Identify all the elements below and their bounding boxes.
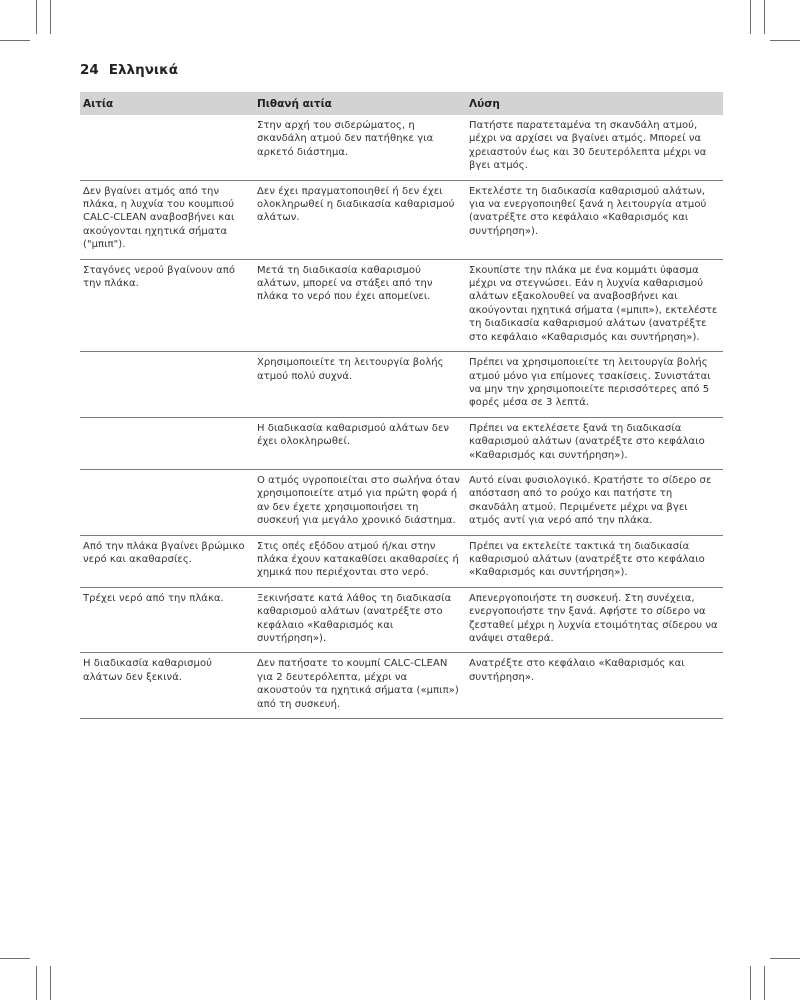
- cause-cell: [80, 469, 254, 535]
- table-row: [80, 587, 723, 653]
- crop-mark: [770, 958, 800, 959]
- page-number: 24: [80, 62, 99, 78]
- crop-mark: [764, 966, 765, 1000]
- solution-cell: Ανατρέξτε στο κεφάλαιο «Καθαρισμός και συντήρηση».: [466, 653, 723, 719]
- crop-mark: [0, 40, 30, 41]
- possible-cause-cell: Ο ατμός υγροποιείται στο σωλήνα όταν χρησιμοποιείτε ατμό για πρώτη φορά ή αν δεν έχετε χρησιμοποιήσει τη συσκευή για μεγάλο χρονικό διάστημα.: [254, 469, 466, 535]
- possible-cause-cell: Δεν έχει πραγματοποιηθεί ή δεν έχει ολοκληρωθεί η διαδικασία καθαρισμού αλάτων.: [254, 180, 466, 259]
- table-row: [80, 653, 723, 719]
- page-language: Ελληνικά: [108, 62, 179, 78]
- table-row: [80, 417, 723, 469]
- table-row: [80, 352, 723, 418]
- header-possible-cause: Πιθανή αιτία: [254, 92, 466, 115]
- possible-cause-cell: Μετά τη διαδικασία καθαρισμού αλάτων, μπορεί να στάξει από την πλάκα το νερό που έχει απομείνει.: [254, 259, 466, 351]
- cause-cell: Από την πλάκα βγαίνει βρώμικο νερό και ακαθαρσίες.: [80, 535, 254, 587]
- header-cause: Αιτία: [80, 92, 254, 115]
- crop-mark: [36, 0, 37, 34]
- table-header-row: [80, 92, 723, 115]
- cause-cell: Τρέχει νερό από την πλάκα.: [80, 587, 254, 653]
- crop-mark: [764, 0, 765, 34]
- cause-cell: [80, 115, 254, 180]
- solution-cell: Απενεργοποιήστε τη συσκευή. Στη συνέχεια, ενεργοποιήστε την ξανά. Αφήστε το σίδερο να ζεσταθεί μέχρι η λυχνία ετοιμότητας σίδερου να ανάψει σταθερά.: [466, 587, 723, 653]
- troubleshooting-table: [80, 92, 723, 719]
- solution-cell: Πρέπει να χρησιμοποιείτε τη λειτουργία βολής ατμού μόνο για επίμονες τσακίσεις. Συνιστάται να μην την χρησιμοποιείτε περισσότερες από 5 φορές μέσα σε 3 λεπτά.: [466, 352, 723, 418]
- possible-cause-cell: Στις οπές εξόδου ατμού ή/και στην πλάκα έχουν κατακαθίσει ακαθαρσίες ή χημικά που περιέχονται στο νερό.: [254, 535, 466, 587]
- solution-cell: Σκουπίστε την πλάκα με ένα κομμάτι ύφασμα μέχρι να στεγνώσει. Εάν η λυχνία καθαρισμού αλάτων εξακολουθεί να αναβοσβήνει και ακούγονται ηχητικά σήματα («μπιπ»), εκτελέστε τη διαδικασία καθαρισμού αλάτων (ανατρέξτε στο κεφάλαιο «Καθαρισμός και συντήρηση»).: [466, 259, 723, 351]
- solution-cell: Αυτό είναι φυσιολογικό. Κρατήστε το σίδερο σε απόσταση από το ρούχο και πατήστε τη σκανδάλη ατμού. Περιμένετε μέχρι να βγει ατμός αντί για νερό από την πλάκα.: [466, 469, 723, 535]
- header-solution: Λύση: [466, 92, 723, 115]
- page-header: [80, 62, 178, 78]
- cause-cell: [80, 352, 254, 418]
- crop-mark: [50, 966, 51, 1000]
- crop-mark: [750, 0, 751, 34]
- solution-cell: Εκτελέστε τη διαδικασία καθαρισμού αλάτων, για να ενεργοποιηθεί ξανά η λειτουργία ατμού (ανατρέξτε στο κεφάλαιο «Καθαρισμός και συντήρηση»).: [466, 180, 723, 259]
- crop-mark: [50, 0, 51, 34]
- solution-cell: Πρέπει να εκτελείτε τακτικά τη διαδικασία καθαρισμού αλάτων (ανατρέξτε στο κεφάλαιο «Καθαρισμός και συντήρηση»).: [466, 535, 723, 587]
- table-row: [80, 180, 723, 259]
- cause-cell: Δεν βγαίνει ατμός από την πλάκα, η λυχνία του κουμπιού CALC-CLEAN αναβοσβήνει και ακούγονται ηχητικά σήματα ("μπιπ").: [80, 180, 254, 259]
- table-row: [80, 535, 723, 587]
- solution-cell: Πρέπει να εκτελέσετε ξανά τη διαδικασία καθαρισμού αλάτων (ανατρέξτε στο κεφάλαιο «Καθαρισμός και συντήρηση»).: [466, 417, 723, 469]
- crop-mark: [770, 40, 800, 41]
- possible-cause-cell: Χρησιμοποιείτε τη λειτουργία βολής ατμού πολύ συχνά.: [254, 352, 466, 418]
- possible-cause-cell: Η διαδικασία καθαρισμού αλάτων δεν έχει ολοκληρωθεί.: [254, 417, 466, 469]
- cause-cell: Η διαδικασία καθαρισμού αλάτων δεν ξεκινά.: [80, 653, 254, 719]
- table-row: [80, 115, 723, 180]
- crop-mark: [0, 958, 30, 959]
- crop-mark: [36, 966, 37, 1000]
- cause-cell: [80, 417, 254, 469]
- possible-cause-cell: Δεν πατήσατε το κουμπί CALC-CLEAN για 2 δευτερόλεπτα, μέχρι να ακουστούν τα ηχητικά σήματα («μπιπ») από τη συσκευή.: [254, 653, 466, 719]
- cause-cell: Σταγόνες νερού βγαίνουν από την πλάκα.: [80, 259, 254, 351]
- crop-mark: [750, 966, 751, 1000]
- table-row: [80, 469, 723, 535]
- possible-cause-cell: Ξεκινήσατε κατά λάθος τη διαδικασία καθαρισμού αλάτων (ανατρέξτε στο κεφάλαιο «Καθαρισμός και συντήρηση»).: [254, 587, 466, 653]
- table-row: [80, 259, 723, 351]
- possible-cause-cell: Στην αρχή του σιδερώματος, η σκανδάλη ατμού δεν πατήθηκε για αρκετό διάστημα.: [254, 115, 466, 180]
- solution-cell: Πατήστε παρατεταμένα τη σκανδάλη ατμού, μέχρι να αρχίσει να βγαίνει ατμός. Μπορεί να χρειαστούν έως και 30 δευτερόλεπτα μέχρι να βγει ατμός.: [466, 115, 723, 180]
